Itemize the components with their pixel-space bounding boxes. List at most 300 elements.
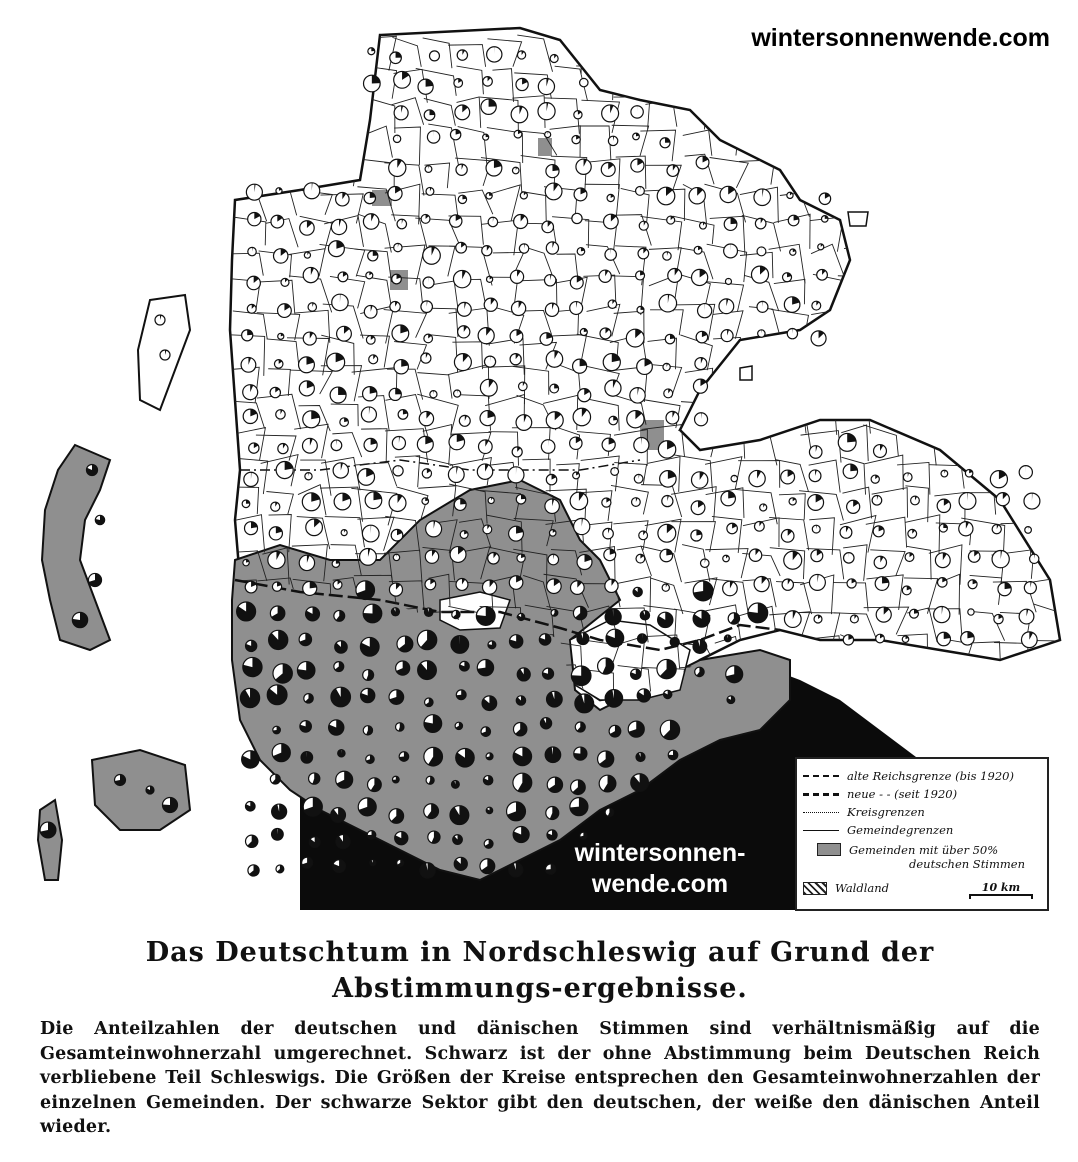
municipality-boundary	[970, 185, 1004, 224]
pie-symbol	[509, 576, 523, 590]
pie-symbol	[421, 353, 431, 363]
pie-symbol	[360, 548, 377, 565]
caption-title: Das Deutschtum in Nordschleswig auf Grund der Abstimmungs-ergebnisse.	[145, 937, 935, 1004]
pie-symbol	[546, 474, 556, 484]
municipality-boundary	[330, 75, 360, 104]
municipality-boundary	[714, 95, 741, 130]
municipality-boundary	[961, 250, 1001, 277]
pie-symbol	[276, 865, 284, 873]
pie-symbol	[819, 193, 830, 204]
pie-symbol	[303, 411, 320, 428]
pie-symbol	[876, 607, 891, 622]
pie-symbol	[611, 468, 619, 476]
municipality-boundary	[998, 154, 1036, 190]
pie-symbol	[575, 722, 585, 732]
pie-symbol	[509, 863, 523, 877]
pie-symbol	[659, 294, 676, 311]
pie-symbol	[454, 390, 461, 397]
watermark-center-line1: wintersonnen-	[574, 839, 746, 867]
legend-row-kreis	[803, 805, 925, 819]
pie-symbol	[392, 436, 405, 449]
pie-symbol	[609, 725, 621, 737]
pie-symbol	[513, 722, 526, 735]
municipality-boundary	[293, 69, 331, 102]
pie-symbol	[691, 501, 705, 515]
pie-symbol	[665, 334, 674, 343]
pie-symbol	[331, 808, 346, 823]
municipality-boundary	[1034, 125, 1059, 156]
pie-symbol	[550, 54, 558, 62]
pie-symbol	[482, 580, 496, 594]
pie-symbol	[639, 221, 648, 230]
pie-symbol	[994, 614, 1003, 623]
pie-symbol	[600, 328, 611, 339]
municipality-boundary	[872, 248, 907, 275]
pie-symbol	[453, 835, 463, 845]
pie-symbol	[755, 218, 766, 229]
pie-symbol	[634, 437, 649, 452]
pie-symbol	[272, 804, 287, 819]
pie-symbol	[637, 634, 646, 643]
pie-symbol	[430, 391, 437, 398]
legend-row-german-majority	[803, 843, 1025, 871]
pie-symbol	[389, 495, 406, 512]
municipality-boundary	[970, 74, 998, 95]
pie-symbol	[724, 218, 737, 231]
pie-symbol	[573, 472, 580, 479]
dash-dot-line-symbol	[803, 775, 839, 777]
pie-symbol	[460, 661, 470, 671]
pie-symbol	[809, 446, 822, 459]
pie-symbol	[362, 525, 379, 542]
pie-symbol	[273, 726, 281, 734]
municipality-boundary	[256, 130, 297, 162]
pie-symbol	[1019, 609, 1034, 624]
pie-symbol	[458, 195, 466, 203]
pie-symbol	[968, 551, 980, 563]
legend-label: Kreisgrenzen	[847, 805, 925, 819]
pie-symbol	[328, 241, 344, 257]
municipality-boundary	[966, 404, 1002, 433]
pie-symbol	[844, 553, 855, 564]
pie-symbol	[758, 330, 765, 337]
pie-symbol	[637, 359, 653, 375]
pie-symbol	[299, 555, 314, 570]
pie-symbol	[300, 221, 314, 235]
municipality-boundary	[301, 155, 331, 186]
pie-symbol	[628, 721, 644, 737]
pie-symbol	[599, 270, 611, 282]
municipality-boundary	[931, 186, 963, 223]
pie-symbol	[360, 637, 379, 656]
pie-symbol	[723, 581, 738, 596]
pie-symbol	[908, 529, 917, 538]
municipality-boundary	[1026, 156, 1062, 186]
municipality-boundary	[961, 124, 1000, 161]
pie-symbol	[660, 138, 670, 148]
pie-symbol	[427, 131, 439, 143]
pie-symbol	[636, 271, 645, 280]
pie-symbol	[330, 387, 346, 403]
pie-symbol	[630, 388, 645, 403]
municipality-boundary	[1036, 276, 1061, 305]
municipality-boundary	[908, 155, 937, 194]
pie-symbol	[358, 798, 376, 816]
pie-symbol	[545, 183, 562, 200]
pie-symbol	[370, 860, 376, 866]
pie-symbol	[662, 584, 669, 591]
island-fano	[848, 212, 868, 226]
pie-symbol	[249, 443, 259, 453]
pie-symbol	[910, 609, 919, 618]
pie-symbol	[727, 523, 738, 534]
pie-symbol	[397, 219, 407, 229]
pie-symbol	[551, 609, 558, 616]
pie-symbol	[476, 607, 495, 626]
pie-symbol	[243, 657, 262, 676]
pie-symbol	[516, 696, 525, 705]
municipality-boundary	[1028, 71, 1067, 94]
municipality-boundary	[832, 132, 876, 155]
municipality-boundary	[998, 280, 1037, 306]
pie-symbol	[695, 358, 707, 370]
pie-symbol	[268, 551, 285, 568]
pie-symbol	[484, 839, 493, 848]
island-small	[740, 366, 752, 380]
pie-symbol	[720, 186, 736, 202]
pie-symbol	[607, 194, 614, 201]
long-dash-line-symbol	[803, 793, 839, 796]
pie-symbol	[513, 827, 529, 843]
pie-symbol	[358, 469, 375, 486]
pie-symbol	[723, 555, 730, 562]
municipality-boundary	[768, 67, 807, 106]
municipality-boundary	[1003, 67, 1026, 98]
pie-symbol	[602, 498, 611, 507]
pie-symbol	[389, 809, 404, 824]
pie-symbol	[668, 269, 682, 283]
pie-symbol	[423, 277, 434, 288]
pie-symbol	[394, 106, 408, 120]
municipality-boundary	[896, 217, 929, 248]
pie-symbol	[448, 467, 464, 483]
pie-symbol	[422, 469, 431, 478]
pie-symbol	[990, 471, 1007, 488]
pie-symbol	[391, 608, 399, 616]
pie-symbol	[667, 165, 679, 177]
pie-symbol	[598, 751, 614, 767]
municipality-boundary	[1025, 218, 1068, 249]
municipality-boundary	[1000, 368, 1030, 397]
pie-symbol	[303, 332, 316, 345]
pie-symbol	[302, 857, 313, 868]
pie-symbol	[392, 776, 399, 783]
municipality-boundary	[1029, 368, 1069, 395]
pie-symbol	[340, 418, 349, 427]
pie-symbol	[538, 103, 555, 120]
pie-symbol	[546, 165, 559, 178]
pie-symbol	[483, 776, 492, 785]
pie-symbol	[516, 78, 528, 90]
municipality-boundary	[833, 307, 875, 344]
pie-symbol	[546, 412, 563, 429]
pie-symbol	[486, 160, 502, 176]
pie-symbol	[333, 580, 342, 589]
pie-symbol	[477, 660, 493, 676]
pie-symbol	[424, 715, 442, 733]
thin-solid-line-symbol	[803, 830, 839, 831]
pie-symbol	[425, 550, 438, 563]
pie-symbol	[691, 530, 702, 541]
pie-symbol	[336, 192, 349, 205]
pie-symbol	[242, 500, 250, 508]
pie-symbol	[577, 555, 592, 570]
pie-symbol	[998, 582, 1011, 595]
pie-symbol	[418, 661, 437, 680]
pie-symbol	[751, 266, 768, 283]
municipality-boundary	[835, 366, 877, 404]
pie-symbol	[787, 329, 797, 339]
pie-symbol	[814, 615, 822, 623]
pie-symbol	[698, 304, 712, 318]
pie-symbol	[453, 270, 470, 287]
pie-symbol	[570, 492, 588, 510]
pie-symbol	[516, 495, 525, 504]
municipality-boundary	[229, 96, 261, 130]
pie-symbol	[486, 807, 492, 813]
pie-symbol	[273, 664, 292, 683]
pie-symbol	[368, 251, 378, 261]
watermark-top: wintersonnenwende.com	[747, 24, 1054, 53]
pie-symbol	[721, 491, 735, 505]
pie-symbol	[631, 669, 641, 679]
municipality-boundary	[1002, 334, 1029, 375]
pie-symbol	[394, 243, 402, 251]
pie-symbol	[338, 750, 345, 757]
pie-symbol	[278, 443, 288, 453]
hatch-fill-symbol	[803, 882, 827, 895]
pie-symbol	[484, 298, 497, 311]
pie-symbol	[574, 111, 582, 119]
pie-symbol	[297, 662, 315, 680]
pie-symbol	[634, 474, 643, 483]
pie-symbol	[570, 302, 583, 315]
municipality-boundary	[745, 98, 773, 131]
pie-symbol	[363, 726, 372, 735]
municipality-boundary	[996, 428, 1030, 456]
municipality-boundary	[1030, 520, 1066, 549]
pie-symbol	[902, 636, 909, 643]
pie-symbol	[455, 722, 462, 729]
municipality-boundary	[927, 395, 966, 429]
pie-symbol	[657, 187, 675, 205]
pie-symbol	[368, 778, 382, 792]
pie-symbol	[512, 447, 522, 457]
pie-symbol	[790, 249, 796, 255]
pie-symbol	[540, 718, 551, 729]
pie-symbol	[809, 574, 825, 590]
pie-symbol	[749, 470, 765, 486]
pie-symbol	[421, 214, 430, 223]
pie-symbol	[731, 475, 737, 481]
pie-symbol	[811, 550, 823, 562]
municipality-boundary	[1025, 313, 1062, 338]
pie-symbol	[303, 581, 317, 595]
pie-symbol	[871, 475, 879, 483]
pie-symbol	[608, 136, 617, 145]
pie-symbol	[691, 472, 707, 488]
pie-symbol	[363, 214, 378, 229]
municipality-boundary	[806, 366, 841, 402]
pie-symbol	[507, 802, 526, 821]
pie-symbol	[663, 363, 670, 370]
pie-symbol	[160, 350, 170, 360]
pie-symbol	[1025, 527, 1032, 534]
pie-symbol	[271, 215, 284, 228]
pie-symbol	[961, 632, 974, 645]
pie-symbol	[873, 526, 884, 537]
municipality-boundary	[1034, 396, 1063, 435]
municipality-boundary	[938, 339, 970, 374]
pie-symbol	[748, 603, 768, 623]
pie-symbol	[546, 351, 563, 368]
pie-symbol	[513, 747, 531, 765]
pie-symbol	[486, 753, 493, 760]
pie-symbol	[368, 48, 375, 55]
pie-symbol	[695, 413, 708, 426]
pie-symbol	[517, 668, 530, 681]
pie-symbol	[272, 582, 281, 591]
pie-symbol	[573, 606, 586, 619]
pie-symbol	[363, 604, 382, 623]
pie-symbol	[309, 837, 320, 848]
pie-symbol	[243, 385, 258, 400]
pie-symbol	[95, 515, 104, 524]
pie-symbol	[512, 167, 519, 174]
pie-symbol	[782, 579, 793, 590]
pie-symbol	[875, 577, 889, 591]
pie-symbol	[573, 408, 590, 425]
pie-symbol	[817, 269, 828, 280]
pie-symbol	[666, 411, 679, 424]
pie-symbol	[701, 559, 709, 567]
pie-symbol	[572, 135, 580, 143]
pie-symbol	[450, 806, 469, 825]
municipality-boundary	[652, 65, 677, 94]
pie-symbol	[274, 249, 288, 263]
pie-symbol	[482, 696, 497, 711]
pie-symbol	[242, 330, 253, 341]
pie-symbol	[550, 384, 559, 393]
municipality-boundary	[993, 94, 1034, 124]
pie-symbol	[425, 166, 432, 173]
pie-symbol	[784, 551, 802, 569]
pie-symbol	[604, 549, 616, 561]
pie-symbol	[457, 50, 467, 60]
pie-symbol	[604, 214, 619, 229]
scale-bar	[969, 881, 1033, 899]
pie-symbol	[389, 690, 404, 705]
pie-symbol	[789, 498, 796, 505]
pie-symbol	[276, 462, 293, 479]
pie-symbol	[603, 528, 614, 539]
pie-symbol	[243, 409, 257, 423]
municipality-boundary	[649, 34, 678, 68]
municipality-boundary	[908, 307, 938, 339]
municipality-boundary	[838, 337, 867, 366]
pie-symbol	[269, 527, 282, 540]
pie-symbol	[299, 381, 314, 396]
pie-symbol	[598, 658, 614, 674]
pie-symbol	[334, 610, 345, 621]
pie-symbol	[276, 410, 285, 419]
pie-symbol	[519, 382, 528, 391]
pie-symbol	[454, 499, 466, 511]
municipality-boundary	[935, 664, 964, 701]
pie-symbol	[338, 272, 348, 282]
pie-symbol	[545, 132, 551, 138]
pie-symbol	[903, 473, 912, 482]
pie-symbol	[821, 216, 828, 223]
municipality-boundary	[802, 157, 839, 186]
pie-symbol	[422, 498, 429, 505]
pie-symbol	[727, 696, 735, 704]
municipality-boundary	[673, 64, 715, 97]
pie-symbol	[812, 301, 821, 310]
pie-symbol	[366, 755, 374, 763]
pie-symbol	[396, 723, 404, 731]
pie-symbol	[992, 551, 1009, 568]
pie-symbol	[244, 472, 258, 486]
municipality-boundary	[844, 99, 875, 134]
pie-symbol	[302, 493, 320, 511]
municipality-boundary	[769, 335, 811, 373]
pie-symbol	[520, 192, 527, 199]
pie-symbol	[542, 668, 553, 679]
pie-symbol	[365, 492, 382, 509]
pie-symbol	[574, 518, 590, 534]
pie-symbol	[637, 306, 644, 313]
pie-symbol	[510, 330, 523, 343]
legend-label-2: deutschen Stimmen	[909, 857, 1026, 871]
pie-symbol	[424, 747, 443, 766]
municipality-boundary	[772, 132, 812, 163]
map-legend	[795, 757, 1049, 911]
pie-symbol	[547, 830, 557, 840]
pie-symbol	[510, 270, 523, 283]
municipality-boundary	[898, 665, 936, 701]
pie-symbol	[456, 579, 468, 591]
pie-symbol	[366, 335, 375, 344]
municipality-boundary	[960, 158, 994, 188]
pie-symbol	[911, 496, 920, 505]
pie-symbol	[547, 579, 562, 594]
pie-symbol	[937, 632, 950, 645]
municipality-boundary	[941, 222, 968, 251]
pie-symbol	[935, 553, 950, 568]
pie-symbol	[248, 865, 259, 876]
pie-symbol	[450, 215, 462, 227]
municipality-boundary	[996, 398, 1037, 429]
municipality-boundary	[800, 636, 843, 675]
pie-symbol	[636, 187, 645, 196]
pie-symbol	[390, 52, 402, 64]
pie-symbol	[248, 213, 261, 226]
pie-symbol	[304, 694, 313, 703]
pie-symbol	[480, 411, 495, 426]
pie-symbol	[481, 99, 496, 114]
short-dash-line-symbol	[803, 812, 839, 813]
